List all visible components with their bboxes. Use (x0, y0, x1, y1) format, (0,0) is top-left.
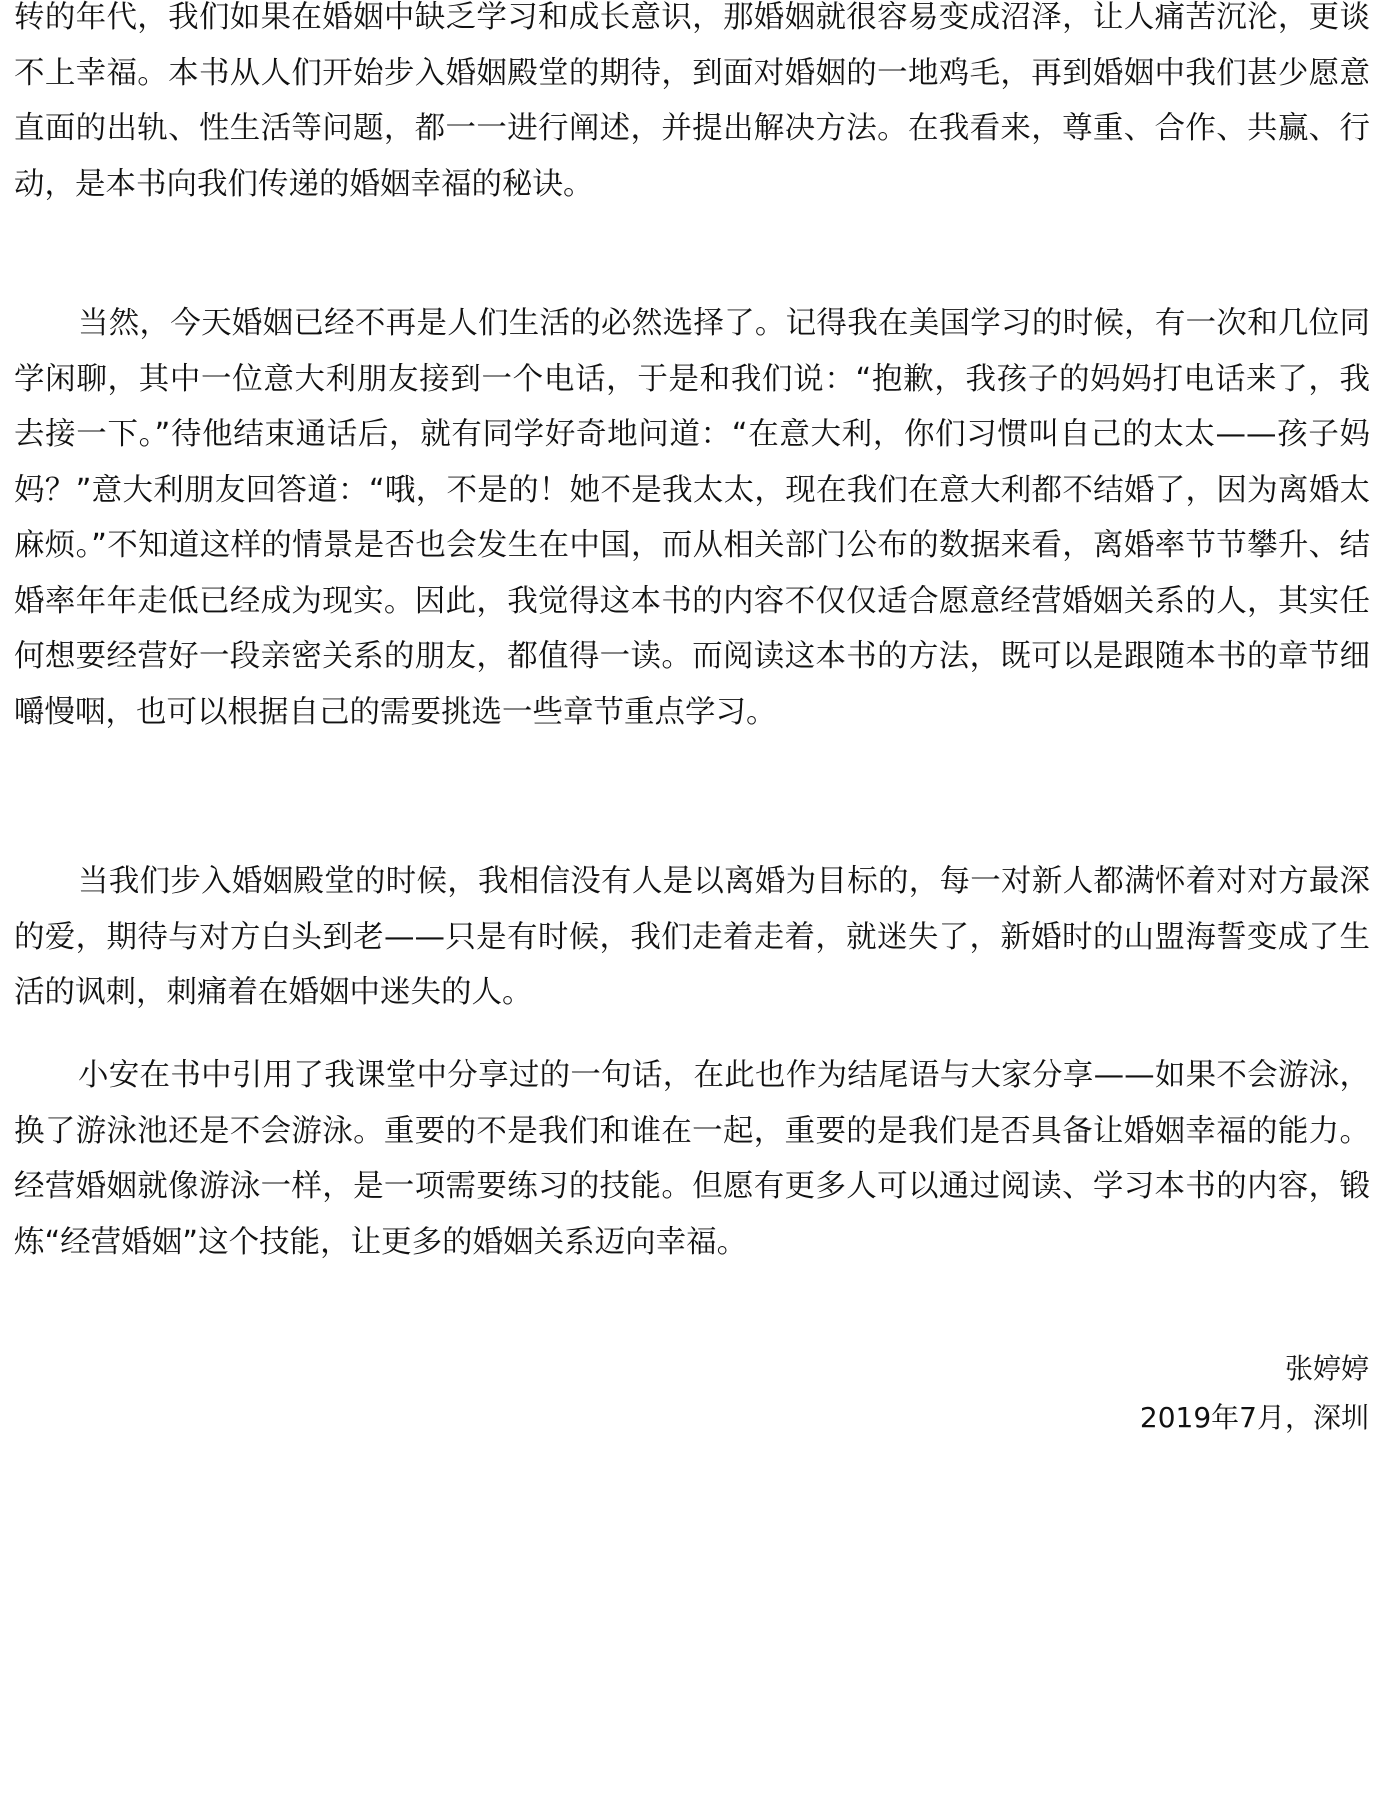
paragraph-marriage-choice: 当然，今天婚姻已经不再是人们生活的必然选择了。记得我在美国学习的时候，有一次和几位同学闲聊，其中一位意大利朋友接到一个电话，于是和我们说：“抱歉，我孩子的妈妈打电话来了，我去接一下。”待他结束通话后，就有同学好奇地问道：“在意大利，你们习惯叫自己的太太——孩子妈妈？”意大利朋友回答道：“哦，不是的！她不是我太太，现在我们在意大利都不结婚了，因为离婚太麻烦。”不知道这样的情景是否也会发生在中国，而从相关部门公布的数据来看，离婚率节节攀升、结婚率年年走低已经成为现实。因此，我觉得这本书的内容不仅仅适合愿意经营婚姻关系的人，其实任何想要经营好一段亲密关系的朋友，都值得一读。而阅读这本书的方法，既可以是跟随本书的章节细嚼慢咽，也可以根据自己的需要挑选一些章节重点学习。 (14, 306, 1370, 730)
paragraph-continuation: 转的年代，我们如果在婚姻中缺乏学习和成长意识，那婚姻就很容易变成沼泽，让人痛苦沉沦，更谈不上幸福。本书从人们开始步入婚姻殿堂的期待，到面对婚姻的一地鸡毛，再到婚姻中我们甚少愿意直面的出轨、性生活等问题，都一一进行阐述，并提出解决方法。在我看来，尊重、合作、共赢、行动，是本书向我们传递的婚姻幸福的秘诀。 (14, 0, 1370, 202)
date-place: 2019年7月，深圳 (1139, 1401, 1369, 1434)
author-signature: 张婷婷 (1284, 1352, 1369, 1385)
paragraph-closing: 小安在书中引用了我课堂中分享过的一句话，在此也作为结尾语与大家分享——如果不会游泳，换了游泳池还是不会游泳。重要的不是我们和谁在一起，重要的是我们是否具备让婚姻幸福的能力。经营婚姻就像游泳一样，是一项需要练习的技能。但愿有更多人可以通过阅读、学习本书的内容，锻炼“经营婚姻”这个技能，让更多的婚姻关系迈向幸福。 (14, 1058, 1370, 1260)
paragraph-lost-in-marriage: 当我们步入婚姻殿堂的时候，我相信没有人是以离婚为目标的，每一对新人都满怀着对对方最深的爱，期待与对方白头到老——只是有时候，我们走着走着，就迷失了，新婚时的山盟海誓变成了生活的讽刺，刺痛着在婚姻中迷失的人。 (14, 864, 1370, 1010)
